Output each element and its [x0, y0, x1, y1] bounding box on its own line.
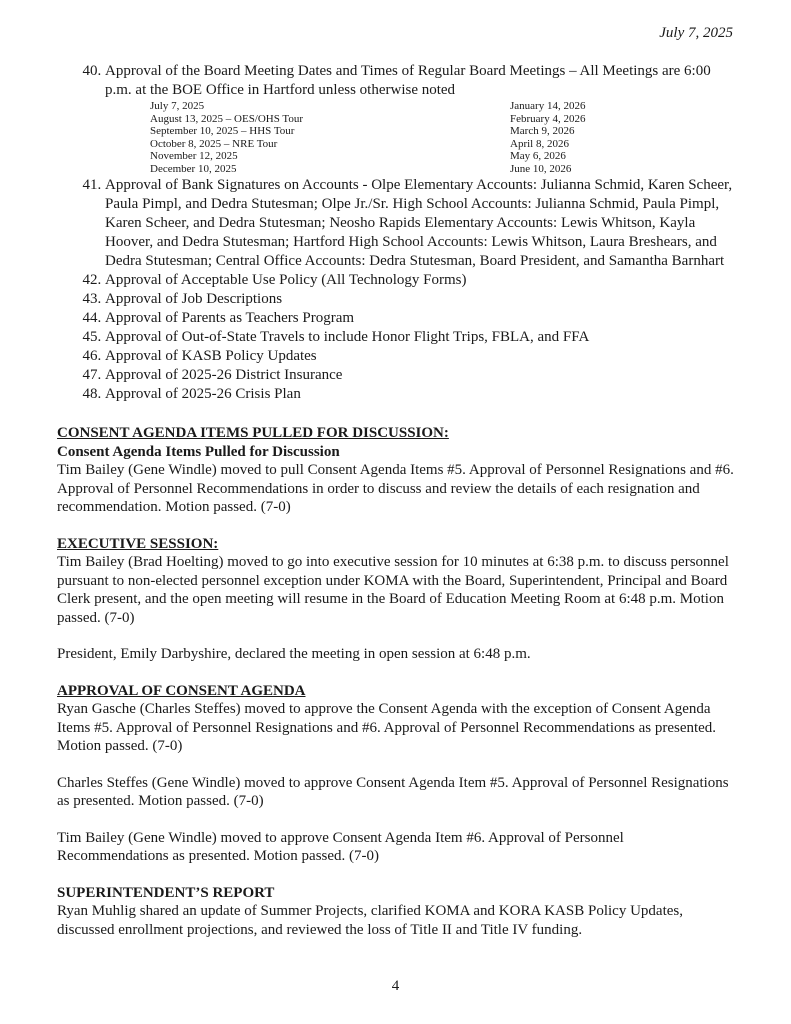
open-session-text: President, Emily Darbyshire, declared the meeting in open session at 6:48 p.m.: [57, 646, 531, 662]
meeting-date: November 12, 2025: [150, 150, 238, 162]
meeting-date: February 4, 2026: [510, 112, 586, 125]
approval-motion-3: Tim Bailey (Gene Windle) moved to approve Consent Agenda Item #6. Approval of Personnel Recommendations as presented. Motion passed. (7-0): [57, 829, 624, 864]
superintendent-report-heading: SUPERINTENDENT’S REPORT: [57, 884, 275, 901]
agenda-item-43: 43. Approval of Job Descriptions: [105, 290, 737, 309]
superintendent-report-text: Ryan Muhlig shared an update of Summer Projects, clarified KOMA and KORA KASB Policy Updates, discussed enrollment projections, and reviewed the loss of Title II and Title IV funding.: [57, 903, 683, 938]
approval-heading: APPROVAL OF CONSENT AGENDA: [57, 682, 306, 699]
meeting-date: January 14, 2026: [510, 100, 586, 112]
agenda-item-41: 41. Approval of Bank Signatures on Accounts - Olpe Elementary Accounts: Julianna Schmid, Karen Scheer, Paula Pimpl, and Dedra Stutesman; Olpe Jr./Sr. High School Accounts: Julianna Schmid, Paula Pimpl, Karen Scheer, and Dedra Stutesman; Neosho Rapids Elementary Accounts: Lewis Whitson, Kayla Hoover, and Dedra Stutesman; Hartford High School Accounts: Lewis Whitson, Laura Breshears, and Dedra Stutesman; Central Office Accounts: Dedra Stutesman, Board President, and Samantha Barnhart: [105, 176, 737, 271]
consent-pulled-heading: CONSENT AGENDA ITEMS PULLED FOR DISCUSSION:: [57, 425, 449, 441]
consent-pulled-text: Tim Bailey (Gene Windle) moved to pull Consent Agenda Items #5. Approval of Personnel Resignations and #6. Approval of Personnel Recommendations in order to discuss and review the details of each resignation and recommendation. Motion passed. (7-0): [57, 462, 734, 515]
agenda-item-44: 44. Approval of Parents as Teachers Program: [105, 309, 737, 328]
agenda-item-45: 45. Approval of Out-of-State Travels to include Honor Flight Trips, FBLA, and FFA: [105, 328, 737, 347]
meeting-dates-right: [510, 100, 585, 175]
executive-session-section: [57, 535, 737, 664]
meeting-date: August 13, 2025 – OES/OHS Tour: [150, 112, 304, 125]
agenda-item-47: 47. Approval of 2025-26 District Insurance: [105, 366, 737, 385]
meeting-date: April 8, 2026: [510, 137, 569, 150]
consent-pulled-section: [57, 424, 737, 517]
header-date: July 7, 2025: [659, 25, 733, 41]
agenda-item-40-text: Approval of the Board Meeting Dates and Times of Regular Board Meetings – All Meetings are 6:00 p.m. at the BOE Office in Hartford unless otherwise noted: [105, 63, 711, 98]
meeting-date: May 6, 2026: [510, 150, 566, 162]
page-number: 4: [391, 978, 400, 994]
consent-pulled-subheading: Consent Agenda Items Pulled for Discussion: [57, 443, 340, 460]
meeting-date: September 10, 2025 – HHS Tour: [150, 125, 295, 137]
meeting-date: June 10, 2026: [510, 162, 572, 175]
executive-session-heading: EXECUTIVE SESSION:: [57, 535, 219, 552]
agenda-item-40: [105, 62, 737, 175]
approval-motion-1: Ryan Gasche (Charles Steffes) moved to approve the Consent Agenda with the exception of Consent Agenda Items #5. Approval of Personnel Resignations and #6. Approval of Personnel Recommendations as presented. Motion passed. (7-0): [57, 701, 717, 754]
agenda-item-46: 46. Approval of KASB Policy Updates: [105, 347, 737, 366]
minutes-body: [57, 62, 737, 939]
meeting-date: March 9, 2026: [510, 125, 575, 137]
meeting-dates-left: [150, 100, 510, 175]
approval-section: [57, 682, 737, 866]
meeting-dates-table: [150, 100, 737, 175]
approval-motion-2: Charles Steffes (Gene Windle) moved to approve Consent Agenda Item #5. Approval of Personnel Resignations as presented. Motion passed. (7-0): [57, 774, 729, 809]
agenda-item-42: 42. Approval of Acceptable Use Policy (All Technology Forms): [105, 271, 737, 290]
meeting-date: October 8, 2025 – NRE Tour: [150, 137, 278, 150]
agenda-item-list: [57, 62, 737, 404]
executive-session-text: Tim Bailey (Brad Hoelting) moved to go into executive session for 10 minutes at 6:38 p.m. to discuss personnel pursuant to non-elected personnel exception under KOMA with the Board, Superintendent, Principal and Board Clerk present, and the open meeting will resume in the Board of Education Meeting Room at 6:48 p.m. Motion passed. (7-0): [57, 554, 729, 626]
meeting-date: December 10, 2025: [150, 162, 237, 175]
agenda-item-48: 48. Approval of 2025-26 Crisis Plan: [105, 385, 737, 404]
meeting-date: July 7, 2025: [150, 100, 205, 112]
superintendent-report-section: [57, 884, 737, 940]
